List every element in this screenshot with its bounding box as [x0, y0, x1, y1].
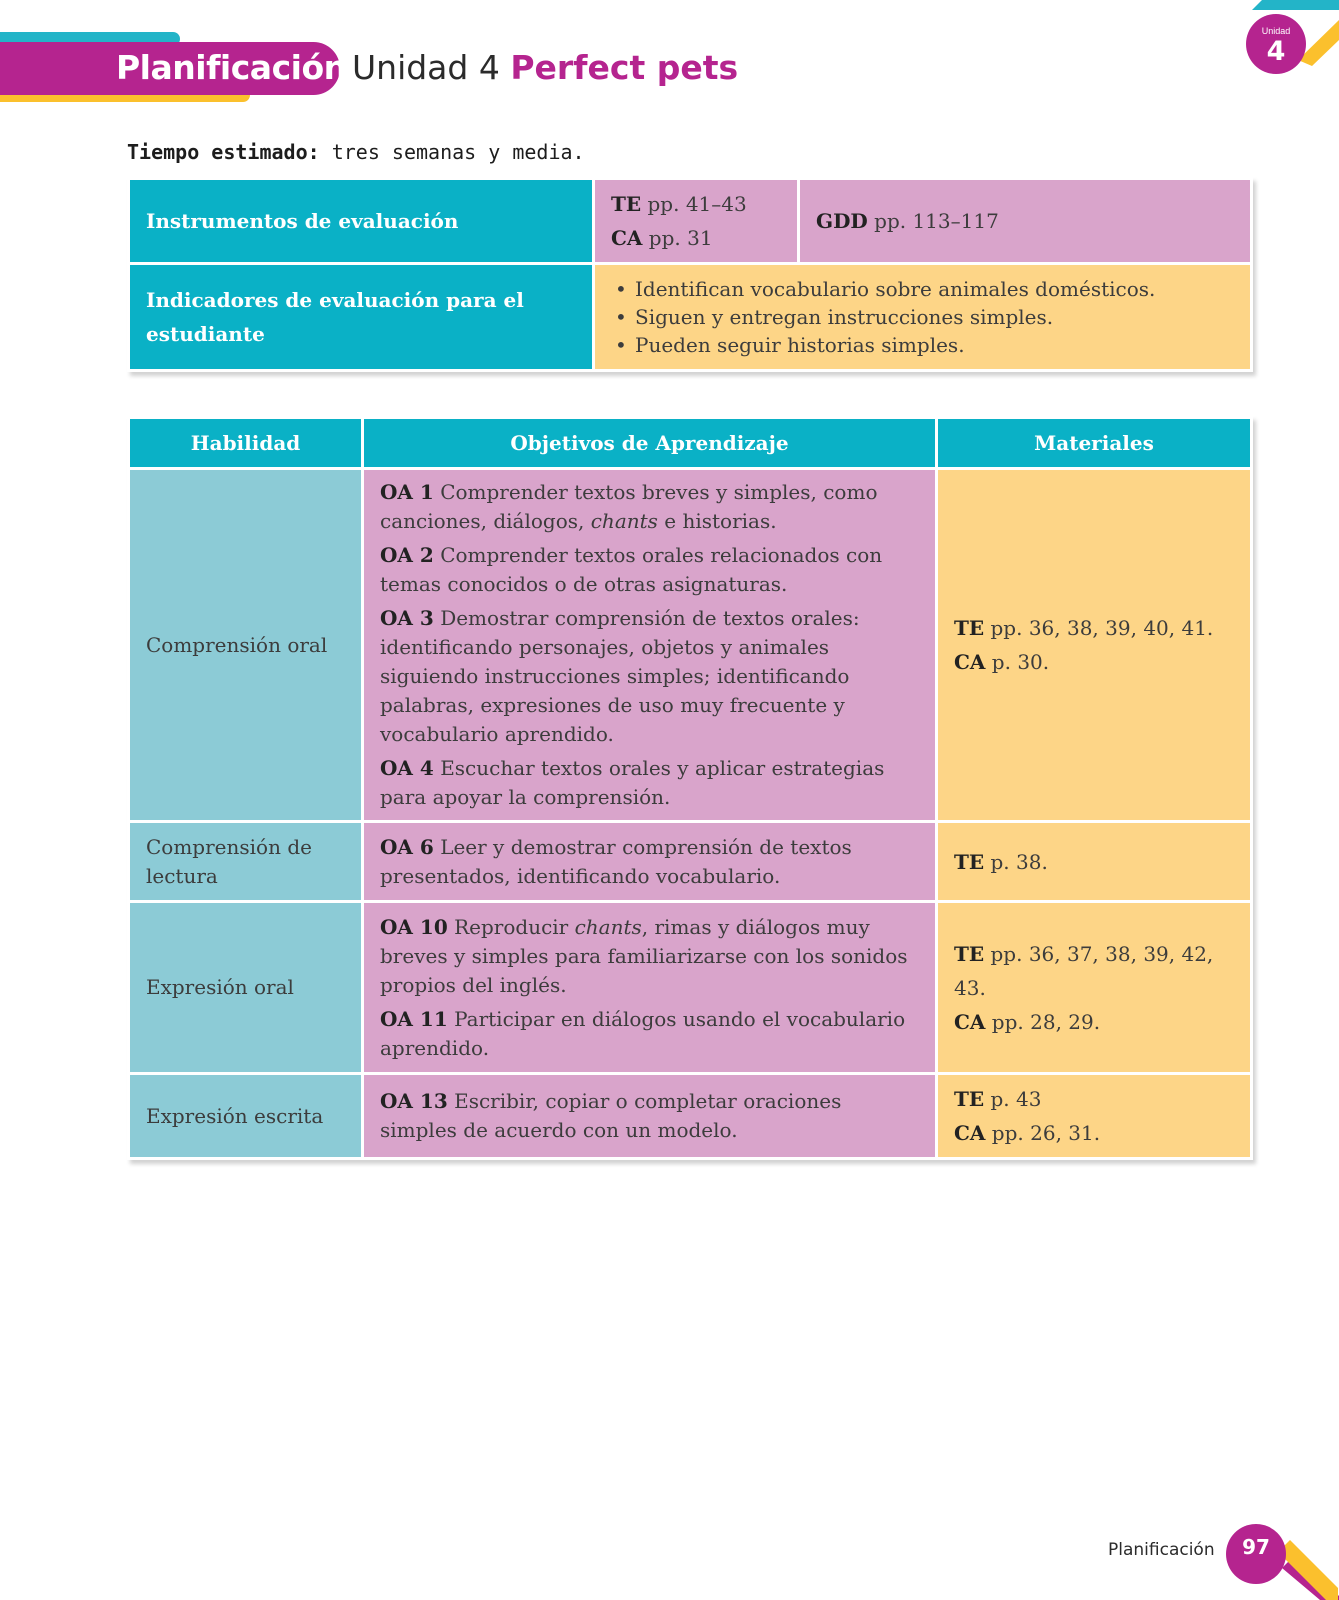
material-pages: p. 30. — [991, 650, 1050, 674]
te-code: TE — [611, 192, 642, 216]
header-objetivos: Objetivos de Aprendizaje — [364, 419, 935, 467]
indicator-item: • Identifican vocabulario sobre animales domésticos. — [625, 275, 1234, 303]
material-code: CA — [954, 1121, 986, 1145]
instruments-te-ca — [595, 180, 797, 262]
instruments-gdd — [800, 180, 1250, 262]
objective-code: OA 1 — [380, 480, 434, 504]
material-item — [954, 845, 1234, 879]
gdd-pages: pp. 113–117 — [874, 209, 999, 233]
objective-code: OA 4 — [380, 756, 434, 780]
objective-italic: chants — [574, 914, 642, 939]
objective-text: Comprender textos breves y simples, como canciones, diálogos, — [380, 480, 878, 533]
material-pages: p. 43 — [990, 1087, 1042, 1111]
section-title: Planificación — [116, 48, 347, 87]
planning-table — [127, 416, 1253, 1160]
ca-pages: pp. 31 — [648, 226, 713, 250]
objective-code: OA 2 — [380, 543, 434, 567]
material-pages: p. 38. — [990, 849, 1048, 874]
material-code: CA — [954, 650, 986, 674]
skill-cell: Expresión escrita — [130, 1075, 361, 1157]
page-title — [352, 46, 738, 90]
ca-code: CA — [611, 226, 643, 250]
skill-cell: Comprensión oral — [130, 470, 361, 820]
objective-text: Comprender textos orales relacionados con temas conocidos o de otras asignaturas. — [380, 543, 883, 596]
materials-cell — [938, 470, 1250, 820]
objective-text-end: e historias. — [657, 509, 777, 533]
objectives-cell — [364, 903, 935, 1072]
estimated-time — [127, 140, 585, 164]
objective-code: OA 11 — [380, 1006, 448, 1031]
objective-text: Escuchar textos orales y aplicar estrategias para apoyar la comprensión. — [380, 756, 885, 809]
objectives-cell — [364, 470, 935, 820]
material-pages: pp. 36, 37, 38, 39, 42, 43. — [954, 941, 1214, 1000]
material-item — [954, 937, 1234, 1005]
evaluation-table — [127, 177, 1253, 372]
material-code: TE — [954, 1087, 985, 1111]
material-item — [954, 645, 1234, 679]
objective-item — [380, 754, 919, 812]
objectives-cell — [364, 1075, 935, 1157]
unit-title: Perfect pets — [510, 48, 739, 87]
material-code: CA — [954, 1009, 986, 1034]
estimated-time-label: Tiempo estimado: — [127, 140, 320, 164]
material-item — [954, 1005, 1234, 1039]
materials-cell — [938, 903, 1250, 1072]
material-pages: pp. 36, 38, 39, 40, 41. — [990, 616, 1214, 640]
objective-code: OA 6 — [380, 834, 434, 859]
indicators-label: Indicadores de evaluación para el estudiante — [130, 265, 592, 369]
objective-item — [380, 478, 919, 536]
header-materiales: Materiales — [938, 419, 1250, 467]
header-habilidad: Habilidad — [130, 419, 361, 467]
material-item — [954, 1116, 1234, 1150]
unit-prefix: Unidad 4 — [352, 48, 500, 87]
skill-cell: Comprensión de lectura — [130, 823, 361, 900]
objective-code: OA 3 — [380, 606, 434, 630]
unit-badge-label: Unidad — [1261, 26, 1291, 36]
unit-badge — [1246, 14, 1306, 74]
material-item — [954, 1082, 1234, 1116]
objective-text-end: , rimas y diálogos muy breves y simples para familiarizarse con los sonidos propios del inglés. — [380, 914, 908, 997]
footer-label: Planificación — [1108, 1540, 1215, 1560]
indicator-item: • Pueden seguir historias simples. — [625, 331, 1234, 359]
table-row — [130, 470, 1250, 820]
materials-cell — [938, 1075, 1250, 1157]
objective-item — [380, 913, 919, 1000]
material-pages: pp. 26, 31. — [991, 1121, 1101, 1145]
objective-text: Leer y demostrar comprensión de textos presentados, identificando vocabulario. — [380, 834, 852, 888]
objective-text: Demostrar comprensión de textos orales: identificando personajes, objetos y animales siguiendo instrucciones simples; identificando palabras, expresiones de uso muy frecuente y vocabulario aprendido. — [380, 606, 860, 746]
skill-cell: Expresión oral — [130, 903, 361, 1072]
te-pages: pp. 41–43 — [647, 192, 747, 216]
page-number-badge: 97 — [1226, 1524, 1286, 1584]
table-row — [130, 823, 1250, 900]
objectives-cell — [364, 823, 935, 900]
material-code: TE — [954, 849, 985, 874]
indicators-list — [611, 275, 1234, 359]
gdd-code: GDD — [816, 209, 868, 233]
estimated-time-value: tres semanas y media. — [331, 140, 585, 164]
objective-item — [380, 833, 919, 891]
indicators-list-cell — [595, 265, 1250, 369]
instruments-label: Instrumentos de evaluación — [130, 180, 592, 262]
materials-cell — [938, 823, 1250, 900]
material-code: TE — [954, 941, 985, 966]
objective-italic: chants — [590, 509, 658, 533]
material-pages: pp. 28, 29. — [991, 1009, 1101, 1034]
objective-code: OA 13 — [380, 1089, 448, 1113]
objective-text: Participar en diálogos usando el vocabulario aprendido. — [380, 1006, 906, 1060]
material-code: TE — [954, 616, 985, 640]
objective-code: OA 10 — [380, 914, 448, 939]
table-row — [130, 1075, 1250, 1157]
objective-item — [380, 1087, 919, 1145]
objective-text: Reproducir — [454, 914, 575, 939]
table-row — [130, 903, 1250, 1072]
unit-badge-number: 4 — [1266, 36, 1286, 67]
objective-item — [380, 604, 919, 749]
objective-item — [380, 1005, 919, 1063]
objective-text: Escribir, copiar o completar oraciones simples de acuerdo con un modelo. — [380, 1089, 842, 1142]
material-item — [954, 611, 1234, 645]
objective-item — [380, 541, 919, 599]
indicator-item: • Siguen y entregan instrucciones simples. — [625, 303, 1234, 331]
